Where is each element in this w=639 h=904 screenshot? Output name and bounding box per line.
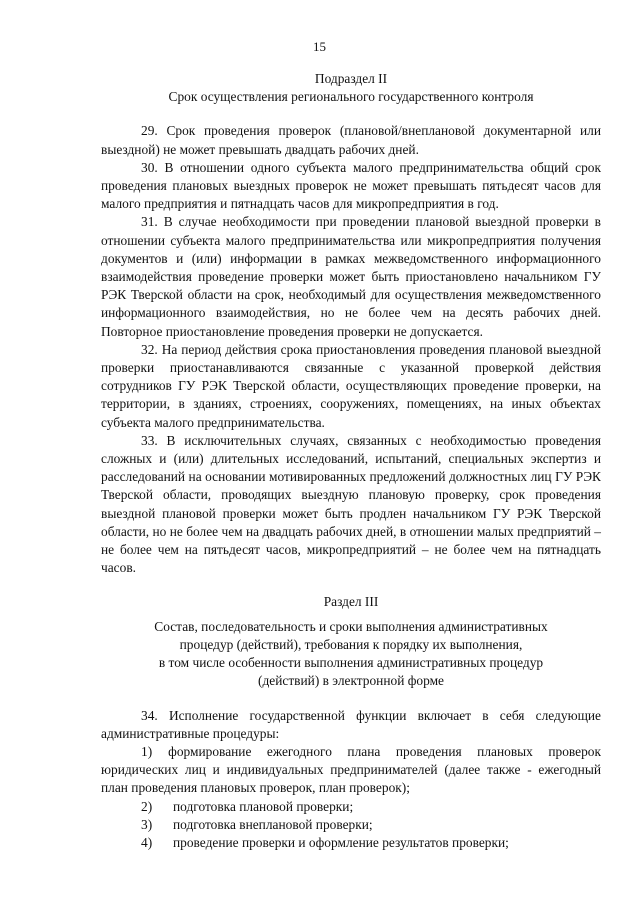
- page-content: [101, 70, 601, 852]
- spacer: [101, 691, 601, 707]
- procedure-item: [101, 816, 601, 834]
- procedure-number: 2): [141, 798, 153, 814]
- section-title-line-4: (действий) в электронной форме: [258, 673, 444, 689]
- procedure-text: проведение проверки и оформление результатов проверки;: [173, 834, 509, 850]
- procedure-number: 4): [141, 834, 153, 850]
- procedure-item: [101, 834, 601, 852]
- procedure-number: 1): [141, 743, 153, 759]
- paragraph-34: 34. Исполнение государственной функции включает в себя следующие административные процедуры:: [101, 707, 601, 741]
- procedure-text: подготовка внеплановой проверки;: [173, 816, 373, 832]
- procedure-text: подготовка плановой проверки;: [173, 798, 354, 814]
- page-number: 15: [313, 39, 326, 54]
- section-title-line-2: процедур (действий), требования к порядку их выполнения,: [179, 636, 523, 652]
- section-title-line-1: Состав, последовательность и сроки выполнения административных: [154, 618, 548, 634]
- paragraph-31: 31. В случае необходимости при проведении плановой выездной проверки в отношении субъекта малого предпринимательства или микропредприятия получения документов и (или) информации в рамках межведомственного информационного взаимодействия проведение проверки может быть приостановлено начальником ГУ РЭК Тверской области на срок, необходимый для осуществления межведомственного информационного взаимодействия, но не более чем на десять рабочих дней. Повторное приостановление проведения проверки не допускается.: [101, 214, 601, 339]
- spacer: [101, 106, 601, 122]
- paragraph-29: 29. Срок проведения проверок (плановой/внеплановой документарной или выездной) не может превышать двадцать рабочих дней.: [101, 123, 601, 157]
- subsection-label: Подраздел II: [314, 71, 388, 86]
- procedure-item: [101, 743, 601, 798]
- subsection-title: Срок осуществления регионального государственного контроля: [168, 89, 534, 105]
- paragraph-30: 30. В отношении одного субъекта малого предпринимательства общий срок проведения плановых выездных проверок не может превышать пятьдесят часов для малого предприятия и пятнадцать часов для микропредприятия в год.: [101, 159, 601, 212]
- procedure-item: [101, 798, 601, 816]
- section-title-line-3: в том числе особенности выполнения административных процедур: [158, 655, 544, 671]
- paragraph-33: 33. В исключительных случаях, связанных с необходимостью проведения сложных и (или) длительных исследований, испытаний, специальных экспертиз и расследований на основании мотивированных предложений должностных лиц ГУ РЭК Тверской области, проводящих выездную плановую проверку, срок проведения выездной плановой проверки может быть продлен начальником ГУ РЭК Тверской области, но не более чем на двадцать рабочих дней, в отношении малых предприятий – не более чем на пятьдесят часов, микропредприятий – не более чем на пятнадцать часов.: [101, 432, 601, 576]
- section-label: Раздел III: [323, 594, 379, 610]
- procedure-text: формирование ежегодного плана проведения плановых проверок юридических лиц и индивидуальных предпринимателей (далее также - ежегодный план проведения плановых проверок, план проверок);: [101, 743, 601, 796]
- paragraph-32: 32. На период действия срока приостановления проведения плановой выездной проверки приостанавливаются связанные с указанной проверкой действия сотрудников ГУ РЭК Тверской области, осуществляющих проведение проверки, на территории, в зданиях, строениях, сооружениях, помещениях, на иных объектах субъекта малого предпринимательства.: [101, 341, 601, 430]
- spacer: [101, 577, 601, 593]
- procedure-number: 3): [141, 816, 153, 832]
